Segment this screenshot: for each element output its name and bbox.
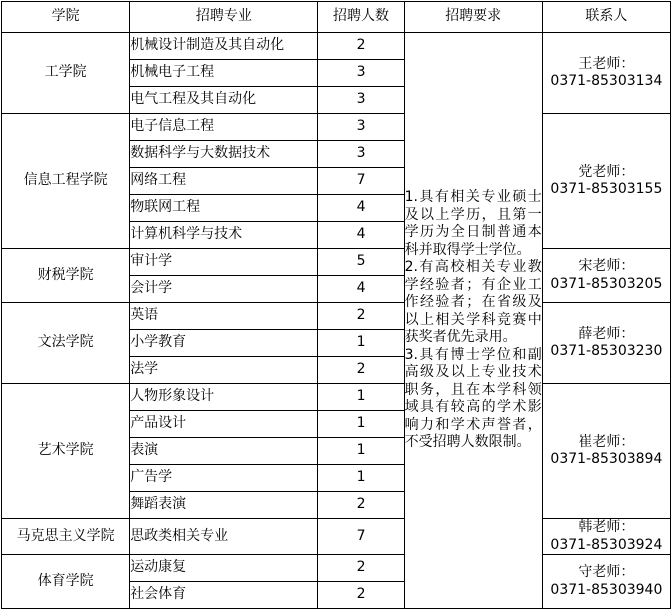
major-cell: 会计学	[130, 276, 318, 303]
requirement-item: 1.具有相关专业硕士及以上学历，且第一学历为全日制普通本科并取得学士学位。	[404, 189, 542, 258]
college-name-cell: 马克思主义学院	[2, 519, 130, 555]
contact-name: 宋老师：	[578, 258, 635, 274]
count-cell: 1	[318, 384, 404, 411]
recruitment-table	[1, 1, 671, 609]
count-cell: 2	[318, 33, 404, 60]
major-cell: 表演	[130, 438, 318, 465]
major-cell: 物联网工程	[130, 195, 318, 222]
contact-name: 薛老师：	[578, 325, 635, 342]
college-name-cell: 文法学院	[2, 303, 130, 384]
table-row	[2, 33, 671, 60]
major-cell: 机械电子工程	[130, 60, 318, 87]
count-cell: 2	[318, 555, 404, 582]
table-body	[2, 33, 671, 609]
contact-cell	[542, 384, 670, 519]
column-header-requirements: 招聘要求	[404, 2, 542, 33]
major-cell: 网络工程	[130, 168, 318, 195]
college-name-cell: 工学院	[2, 33, 130, 114]
count-cell: 1	[318, 411, 404, 438]
count-cell: 5	[318, 249, 404, 276]
count-cell: 3	[318, 141, 404, 168]
college-name-cell: 财税学院	[2, 249, 130, 303]
contact-phone: 0371-85303155	[550, 181, 663, 197]
contact-cell	[542, 303, 670, 384]
count-cell: 3	[318, 87, 404, 114]
contact-cell	[542, 555, 670, 609]
count-cell: 4	[318, 195, 404, 222]
major-cell: 法学	[130, 357, 318, 384]
table-row	[2, 114, 671, 141]
table-row	[2, 303, 671, 330]
count-cell: 2	[318, 492, 404, 519]
contact-name: 韩老师：	[578, 519, 635, 535]
table-row	[2, 384, 671, 411]
college-name-cell: 体育学院	[2, 555, 130, 609]
major-cell: 电子信息工程	[130, 114, 318, 141]
table-row	[2, 519, 671, 555]
major-cell: 舞蹈表演	[130, 492, 318, 519]
major-cell: 数据科学与大数据技术	[130, 141, 318, 168]
count-cell: 3	[318, 114, 404, 141]
major-cell: 机械设计制造及其自动化	[130, 33, 318, 60]
contact-name: 守老师：	[578, 564, 635, 580]
major-cell: 审计学	[130, 249, 318, 276]
major-cell: 思政类相关专业	[130, 519, 318, 555]
contact-phone: 0371-85303134	[550, 73, 663, 89]
contact-phone: 0371-85303940	[550, 581, 663, 598]
contact-cell	[542, 249, 670, 303]
table-row	[2, 249, 671, 276]
column-header-major: 招聘专业	[130, 2, 318, 33]
contact-phone: 0371-85303924	[550, 536, 663, 553]
contact-phone: 0371-85303205	[550, 275, 663, 292]
contact-name: 崔老师：	[578, 433, 635, 450]
major-cell: 运动康复	[130, 555, 318, 582]
count-cell: 7	[318, 168, 404, 195]
contact-phone: 0371-85303230	[550, 343, 663, 359]
count-cell: 2	[318, 357, 404, 384]
count-cell: 2	[318, 582, 404, 609]
count-cell: 4	[318, 276, 404, 303]
column-header-count: 招聘人数	[318, 2, 404, 33]
recruitment-table-page	[0, 1, 672, 603]
requirement-item: 2.有高校相关专业教学经验者；有企业工作经验者；在省级及以上相关学科竞赛中获奖者优先录用。	[404, 259, 542, 346]
contact-cell	[542, 114, 670, 249]
table-header	[2, 2, 671, 33]
major-cell: 计算机科学与技术	[130, 222, 318, 249]
contact-cell	[542, 519, 670, 555]
column-header-contact: 联系人	[542, 2, 670, 33]
major-cell: 人物形象设计	[130, 384, 318, 411]
count-cell: 1	[318, 330, 404, 357]
table-row	[2, 555, 671, 582]
count-cell: 1	[318, 438, 404, 465]
count-cell: 2	[318, 303, 404, 330]
column-header-college: 学院	[2, 2, 130, 33]
requirement-item: 3.具有博士学位和副高级及以上专业技术职务，且在本学科领域具有较高的学术影响力和学术声誉者，不受招聘人数限制。	[404, 346, 542, 451]
major-cell: 小学教育	[130, 330, 318, 357]
college-name-cell: 艺术学院	[2, 384, 130, 519]
contact-cell	[542, 33, 670, 114]
count-cell: 4	[318, 222, 404, 249]
major-cell: 产品设计	[130, 411, 318, 438]
count-cell: 7	[318, 519, 404, 555]
contact-name: 王老师：	[578, 55, 635, 72]
table-header-row	[2, 2, 671, 33]
requirements-cell	[404, 33, 542, 609]
count-cell: 1	[318, 465, 404, 492]
count-cell: 3	[318, 60, 404, 87]
contact-name: 党老师：	[578, 163, 635, 180]
contact-phone: 0371-85303894	[550, 451, 663, 467]
college-name-cell: 信息工程学院	[2, 114, 130, 249]
major-cell: 社会体育	[130, 582, 318, 609]
major-cell: 广告学	[130, 465, 318, 492]
major-cell: 英语	[130, 303, 318, 330]
major-cell: 电气工程及其自动化	[130, 87, 318, 114]
